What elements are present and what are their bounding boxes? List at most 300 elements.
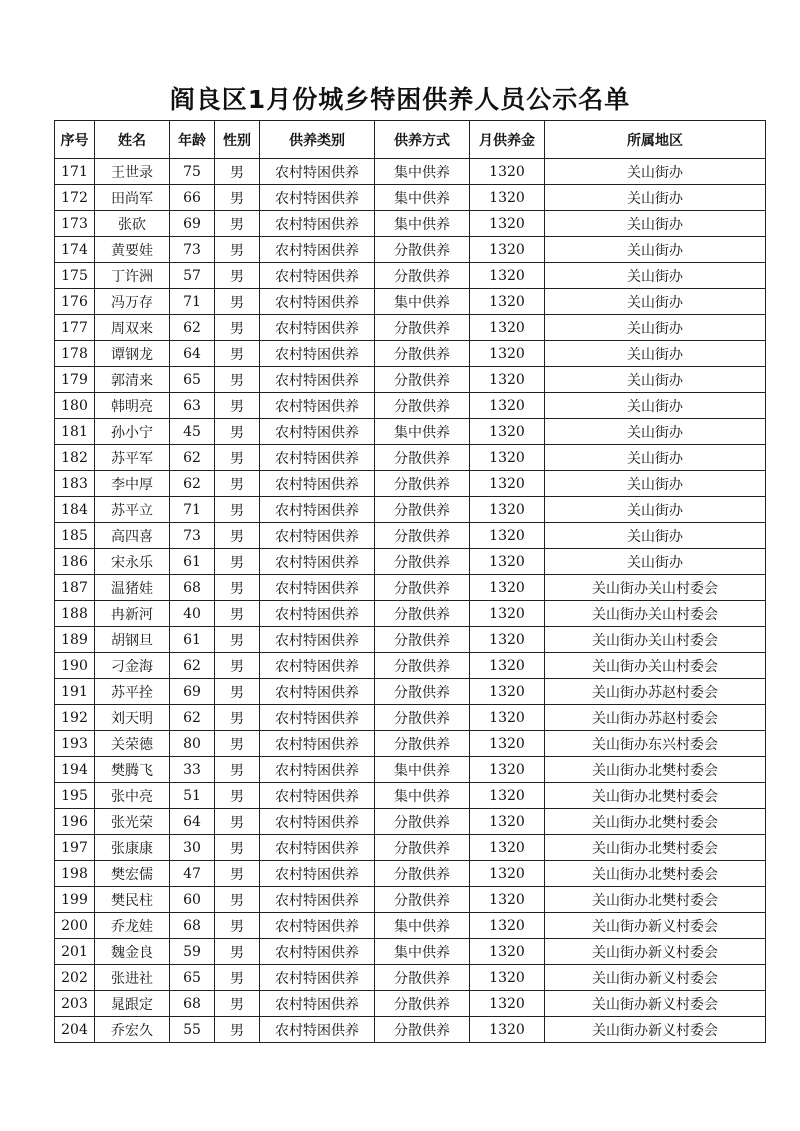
cell-name: 魏金良 [95,939,170,965]
header-gender: 性别 [215,121,260,159]
cell-region: 关山街办关山村委会 [545,653,766,679]
cell-region: 关山街办新义村委会 [545,965,766,991]
cell-region: 关山街办 [545,419,766,445]
cell-region: 关山街办关山村委会 [545,575,766,601]
cell-age: 64 [170,341,215,367]
cell-gender: 男 [215,159,260,185]
cell-gender: 男 [215,705,260,731]
cell-support-method: 集中供养 [375,159,470,185]
cell-index: 201 [55,939,95,965]
cell-age: 69 [170,679,215,705]
table-row [55,757,766,783]
cell-name: 谭钢龙 [95,341,170,367]
cell-name: 郭清来 [95,367,170,393]
cell-index: 192 [55,705,95,731]
cell-monthly-amount: 1320 [470,445,545,471]
cell-region: 关山街办 [545,341,766,367]
cell-region: 关山街办 [545,237,766,263]
cell-index: 195 [55,783,95,809]
cell-gender: 男 [215,497,260,523]
cell-support-method: 分散供养 [375,315,470,341]
cell-age: 65 [170,965,215,991]
cell-monthly-amount: 1320 [470,523,545,549]
cell-name: 苏平军 [95,445,170,471]
cell-age: 80 [170,731,215,757]
cell-index: 197 [55,835,95,861]
cell-support-method: 分散供养 [375,861,470,887]
cell-name: 关荣德 [95,731,170,757]
cell-support-method: 集中供养 [375,939,470,965]
table-row [55,965,766,991]
cell-support-category: 农村特困供养 [260,835,375,861]
cell-support-method: 分散供养 [375,887,470,913]
header-support-method: 供养方式 [375,121,470,159]
cell-monthly-amount: 1320 [470,341,545,367]
header-name: 姓名 [95,121,170,159]
cell-age: 61 [170,627,215,653]
cell-name: 张砍 [95,211,170,237]
cell-support-method: 分散供养 [375,263,470,289]
cell-index: 204 [55,1017,95,1043]
cell-support-category: 农村特困供养 [260,887,375,913]
cell-name: 刁金海 [95,653,170,679]
cell-gender: 男 [215,809,260,835]
cell-region: 关山街办 [545,263,766,289]
cell-gender: 男 [215,835,260,861]
cell-gender: 男 [215,445,260,471]
cell-gender: 男 [215,367,260,393]
cell-support-method: 分散供养 [375,991,470,1017]
cell-name: 乔宏久 [95,1017,170,1043]
cell-name: 黄要娃 [95,237,170,263]
table-row [55,237,766,263]
cell-name: 张中亮 [95,783,170,809]
cell-region: 关山街办关山村委会 [545,601,766,627]
table-row [55,887,766,913]
header-age: 年龄 [170,121,215,159]
cell-name: 张光荣 [95,809,170,835]
cell-index: 200 [55,913,95,939]
cell-age: 47 [170,861,215,887]
cell-monthly-amount: 1320 [470,731,545,757]
cell-index: 186 [55,549,95,575]
cell-gender: 男 [215,471,260,497]
table-row [55,523,766,549]
table-row [55,185,766,211]
cell-support-method: 分散供养 [375,679,470,705]
cell-support-category: 农村特困供养 [260,315,375,341]
cell-age: 62 [170,471,215,497]
cell-support-method: 分散供养 [375,627,470,653]
cell-gender: 男 [215,627,260,653]
cell-region: 关山街办北樊村委会 [545,757,766,783]
cell-index: 202 [55,965,95,991]
cell-support-category: 农村特困供养 [260,367,375,393]
cell-monthly-amount: 1320 [470,601,545,627]
cell-gender: 男 [215,315,260,341]
cell-name: 高四喜 [95,523,170,549]
cell-age: 51 [170,783,215,809]
cell-support-category: 农村特困供养 [260,653,375,679]
cell-gender: 男 [215,523,260,549]
table-row [55,809,766,835]
cell-gender: 男 [215,211,260,237]
cell-gender: 男 [215,237,260,263]
cell-support-method: 分散供养 [375,601,470,627]
cell-region: 关山街办关山村委会 [545,627,766,653]
cell-region: 关山街办 [545,315,766,341]
cell-index: 196 [55,809,95,835]
cell-age: 71 [170,497,215,523]
cell-support-method: 集中供养 [375,419,470,445]
cell-index: 194 [55,757,95,783]
table-row [55,211,766,237]
cell-support-method: 集中供养 [375,211,470,237]
cell-index: 183 [55,471,95,497]
table-row [55,627,766,653]
cell-gender: 男 [215,419,260,445]
cell-name: 冉新河 [95,601,170,627]
cell-monthly-amount: 1320 [470,835,545,861]
cell-monthly-amount: 1320 [470,861,545,887]
page-title: 阎良区1月份城乡特困供养人员公示名单 [169,85,631,114]
cell-name: 刘天明 [95,705,170,731]
cell-monthly-amount: 1320 [470,783,545,809]
cell-support-method: 分散供养 [375,575,470,601]
cell-index: 185 [55,523,95,549]
cell-gender: 男 [215,861,260,887]
cell-name: 乔龙娃 [95,913,170,939]
cell-monthly-amount: 1320 [470,549,545,575]
cell-index: 177 [55,315,95,341]
cell-support-method: 分散供养 [375,653,470,679]
table-row [55,913,766,939]
header-index: 序号 [55,121,95,159]
cell-name: 张进社 [95,965,170,991]
cell-name: 胡钢旦 [95,627,170,653]
cell-index: 188 [55,601,95,627]
table-row [55,393,766,419]
table-row [55,835,766,861]
cell-age: 75 [170,159,215,185]
cell-support-method: 分散供养 [375,1017,470,1043]
table-body [55,159,766,1043]
cell-monthly-amount: 1320 [470,497,545,523]
cell-support-method: 分散供养 [375,731,470,757]
cell-support-category: 农村特困供养 [260,861,375,887]
cell-gender: 男 [215,653,260,679]
cell-support-category: 农村特困供养 [260,393,375,419]
cell-age: 33 [170,757,215,783]
table-row [55,861,766,887]
cell-support-category: 农村特困供养 [260,497,375,523]
table-row [55,289,766,315]
cell-support-category: 农村特困供养 [260,341,375,367]
table-row [55,471,766,497]
table-row [55,341,766,367]
cell-support-method: 分散供养 [375,835,470,861]
cell-index: 181 [55,419,95,445]
cell-monthly-amount: 1320 [470,887,545,913]
cell-region: 关山街办新义村委会 [545,913,766,939]
cell-support-category: 农村特困供养 [260,237,375,263]
cell-name: 王世录 [95,159,170,185]
cell-age: 40 [170,601,215,627]
cell-index: 191 [55,679,95,705]
cell-gender: 男 [215,965,260,991]
cell-support-category: 农村特困供养 [260,679,375,705]
cell-support-category: 农村特困供养 [260,289,375,315]
cell-index: 182 [55,445,95,471]
cell-age: 62 [170,653,215,679]
cell-age: 62 [170,705,215,731]
table-row [55,601,766,627]
table-row [55,783,766,809]
cell-age: 57 [170,263,215,289]
cell-monthly-amount: 1320 [470,393,545,419]
cell-monthly-amount: 1320 [470,263,545,289]
cell-support-method: 分散供养 [375,471,470,497]
cell-support-category: 农村特困供养 [260,627,375,653]
cell-monthly-amount: 1320 [470,705,545,731]
cell-age: 63 [170,393,215,419]
cell-age: 62 [170,315,215,341]
table-row [55,315,766,341]
table-row [55,497,766,523]
cell-gender: 男 [215,341,260,367]
cell-support-category: 农村特困供养 [260,211,375,237]
cell-name: 丁许洲 [95,263,170,289]
table-row [55,939,766,965]
cell-monthly-amount: 1320 [470,991,545,1017]
cell-age: 60 [170,887,215,913]
cell-support-method: 分散供养 [375,523,470,549]
cell-age: 68 [170,575,215,601]
cell-gender: 男 [215,783,260,809]
cell-monthly-amount: 1320 [470,237,545,263]
cell-age: 66 [170,185,215,211]
cell-name: 晁跟定 [95,991,170,1017]
table-row [55,575,766,601]
cell-gender: 男 [215,289,260,315]
cell-support-method: 集中供养 [375,289,470,315]
cell-support-category: 农村特困供养 [260,445,375,471]
table-row [55,991,766,1017]
cell-support-category: 农村特困供养 [260,939,375,965]
cell-support-method: 集中供养 [375,913,470,939]
cell-gender: 男 [215,601,260,627]
cell-index: 175 [55,263,95,289]
cell-name: 樊民柱 [95,887,170,913]
cell-age: 55 [170,1017,215,1043]
cell-support-category: 农村特困供养 [260,965,375,991]
cell-support-method: 分散供养 [375,965,470,991]
cell-gender: 男 [215,185,260,211]
roster-table [54,120,766,1043]
cell-region: 关山街办 [545,471,766,497]
cell-support-method: 分散供养 [375,393,470,419]
cell-name: 苏平拴 [95,679,170,705]
cell-monthly-amount: 1320 [470,575,545,601]
cell-index: 203 [55,991,95,1017]
cell-support-category: 农村特困供养 [260,913,375,939]
cell-support-category: 农村特困供养 [260,471,375,497]
cell-age: 68 [170,913,215,939]
table-header-row [55,121,766,159]
cell-region: 关山街办北樊村委会 [545,861,766,887]
cell-support-category: 农村特困供养 [260,575,375,601]
cell-age: 71 [170,289,215,315]
cell-index: 180 [55,393,95,419]
cell-gender: 男 [215,575,260,601]
cell-age: 59 [170,939,215,965]
cell-age: 30 [170,835,215,861]
cell-monthly-amount: 1320 [470,653,545,679]
cell-age: 73 [170,523,215,549]
cell-support-category: 农村特困供养 [260,263,375,289]
cell-gender: 男 [215,393,260,419]
cell-gender: 男 [215,263,260,289]
cell-region: 关山街办 [545,211,766,237]
cell-monthly-amount: 1320 [470,1017,545,1043]
cell-support-category: 农村特困供养 [260,159,375,185]
cell-support-category: 农村特困供养 [260,757,375,783]
cell-region: 关山街办 [545,185,766,211]
cell-name: 韩明亮 [95,393,170,419]
cell-name: 周双来 [95,315,170,341]
cell-support-category: 农村特困供养 [260,523,375,549]
cell-gender: 男 [215,991,260,1017]
cell-index: 174 [55,237,95,263]
cell-region: 关山街办苏赵村委会 [545,705,766,731]
cell-index: 189 [55,627,95,653]
table-row [55,419,766,445]
table-row [55,705,766,731]
cell-support-category: 农村特困供养 [260,419,375,445]
table-row [55,159,766,185]
cell-index: 176 [55,289,95,315]
cell-gender: 男 [215,731,260,757]
cell-support-method: 分散供养 [375,497,470,523]
cell-support-method: 分散供养 [375,367,470,393]
cell-support-category: 农村特困供养 [260,809,375,835]
cell-index: 193 [55,731,95,757]
table-row [55,445,766,471]
cell-monthly-amount: 1320 [470,419,545,445]
cell-monthly-amount: 1320 [470,679,545,705]
cell-region: 关山街办苏赵村委会 [545,679,766,705]
cell-index: 190 [55,653,95,679]
header-support-category: 供养类别 [260,121,375,159]
table-row [55,367,766,393]
cell-region: 关山街办 [545,497,766,523]
table-row [55,679,766,705]
cell-gender: 男 [215,913,260,939]
cell-region: 关山街办北樊村委会 [545,809,766,835]
table-row [55,731,766,757]
cell-gender: 男 [215,939,260,965]
cell-monthly-amount: 1320 [470,471,545,497]
table-row [55,653,766,679]
cell-support-method: 分散供养 [375,549,470,575]
cell-monthly-amount: 1320 [470,367,545,393]
cell-monthly-amount: 1320 [470,185,545,211]
cell-region: 关山街办 [545,393,766,419]
table-row [55,263,766,289]
cell-index: 178 [55,341,95,367]
cell-region: 关山街办 [545,549,766,575]
cell-monthly-amount: 1320 [470,315,545,341]
cell-support-method: 集中供养 [375,185,470,211]
cell-region: 关山街办 [545,367,766,393]
cell-support-method: 集中供养 [375,783,470,809]
cell-monthly-amount: 1320 [470,289,545,315]
cell-support-category: 农村特困供养 [260,549,375,575]
cell-region: 关山街办新义村委会 [545,939,766,965]
cell-support-category: 农村特困供养 [260,731,375,757]
cell-name: 冯万存 [95,289,170,315]
cell-index: 172 [55,185,95,211]
cell-name: 樊宏儒 [95,861,170,887]
cell-monthly-amount: 1320 [470,913,545,939]
cell-region: 关山街办 [545,159,766,185]
cell-monthly-amount: 1320 [470,627,545,653]
cell-name: 孙小宁 [95,419,170,445]
cell-region: 关山街办 [545,289,766,315]
table-row [55,1017,766,1043]
cell-gender: 男 [215,1017,260,1043]
cell-age: 73 [170,237,215,263]
cell-gender: 男 [215,549,260,575]
cell-support-category: 农村特困供养 [260,783,375,809]
cell-name: 苏平立 [95,497,170,523]
cell-region: 关山街办北樊村委会 [545,835,766,861]
cell-age: 45 [170,419,215,445]
cell-name: 田尚军 [95,185,170,211]
cell-age: 62 [170,445,215,471]
cell-region: 关山街办东兴村委会 [545,731,766,757]
cell-support-method: 分散供养 [375,705,470,731]
cell-monthly-amount: 1320 [470,159,545,185]
cell-name: 宋永乐 [95,549,170,575]
cell-name: 张康康 [95,835,170,861]
cell-age: 65 [170,367,215,393]
cell-support-category: 农村特困供养 [260,1017,375,1043]
table-row [55,549,766,575]
cell-monthly-amount: 1320 [470,965,545,991]
cell-gender: 男 [215,887,260,913]
cell-name: 李中厚 [95,471,170,497]
cell-region: 关山街办 [545,523,766,549]
cell-index: 198 [55,861,95,887]
cell-monthly-amount: 1320 [470,757,545,783]
cell-support-method: 集中供养 [375,757,470,783]
cell-age: 64 [170,809,215,835]
cell-monthly-amount: 1320 [470,211,545,237]
cell-region: 关山街办北樊村委会 [545,887,766,913]
cell-gender: 男 [215,757,260,783]
cell-support-category: 农村特困供养 [260,601,375,627]
cell-region: 关山街办北樊村委会 [545,783,766,809]
cell-name: 温猪娃 [95,575,170,601]
cell-index: 187 [55,575,95,601]
cell-monthly-amount: 1320 [470,939,545,965]
cell-index: 199 [55,887,95,913]
cell-region: 关山街办 [545,445,766,471]
cell-support-method: 分散供养 [375,341,470,367]
cell-index: 171 [55,159,95,185]
cell-monthly-amount: 1320 [470,809,545,835]
